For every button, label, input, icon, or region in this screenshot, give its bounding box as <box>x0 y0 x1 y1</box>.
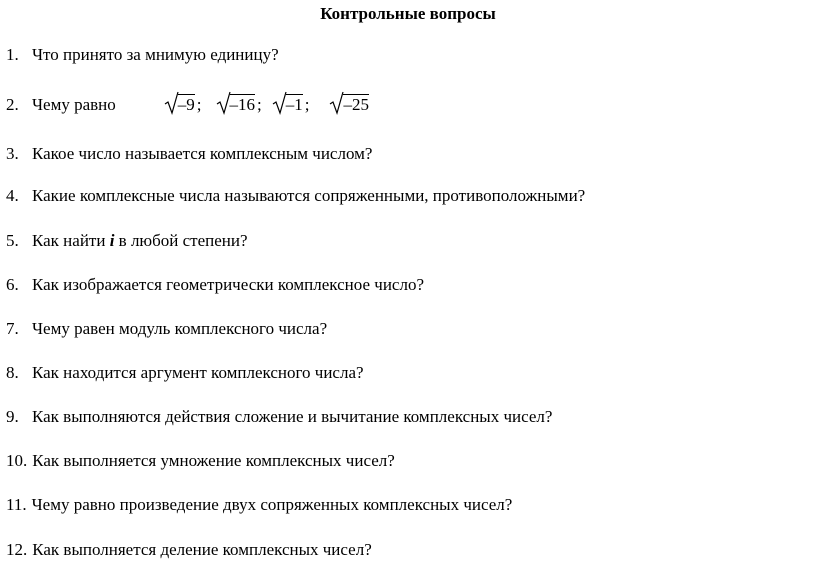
separator: ; <box>196 95 202 114</box>
question-text: Как изображается геометрически комплексное число? <box>32 275 425 294</box>
question-number: 4. <box>6 186 19 205</box>
question-text: Чему равно произведение двух сопряженных комплексных чисел? <box>31 495 513 514</box>
question-7 <box>6 318 327 340</box>
question-number: 12. <box>6 540 28 559</box>
question-number: 3. <box>6 144 19 163</box>
question-text: Как выполняются действия сложение и вычитание комплексных чисел? <box>32 407 553 426</box>
radical-minus-25 <box>329 94 369 116</box>
question-number: 7. <box>6 319 19 338</box>
radicand: –1 <box>285 95 303 114</box>
question-number: 10. <box>6 451 28 470</box>
question-3 <box>6 143 372 165</box>
separator: ; <box>257 95 262 114</box>
sqrt-sign-icon <box>164 91 179 115</box>
question-1 <box>6 44 279 66</box>
question-5 <box>6 230 248 252</box>
separator: ; <box>304 95 310 114</box>
question-number: 5. <box>6 231 19 250</box>
question-number: 11. <box>6 495 27 514</box>
radical-minus-16 <box>216 94 256 116</box>
question-text: Как выполняется деление комплексных чисел? <box>32 540 372 559</box>
question-11 <box>6 494 512 516</box>
question-4 <box>6 185 585 207</box>
radical-minus-9 <box>164 94 195 116</box>
radicand: –9 <box>177 95 195 114</box>
question-number: 1. <box>6 45 19 64</box>
question-6 <box>6 274 424 296</box>
question-text: Что принято за мнимую единицу? <box>32 45 279 64</box>
question-text: Как выполняется умножение комплексных чисел? <box>32 451 395 470</box>
question-text: Как находится аргумент комплексного числа? <box>32 363 364 382</box>
question-text-before: Как найти <box>32 231 110 250</box>
question-number: 2. <box>6 95 19 114</box>
question-text: Чему равен модуль комплексного числа? <box>32 319 328 338</box>
question-text: Чему равно <box>32 95 116 114</box>
question-text: Какое число называется комплексным числом? <box>32 144 373 163</box>
radical-minus-1 <box>272 94 303 116</box>
sqrt-sign-icon <box>216 91 231 115</box>
question-8 <box>6 362 364 384</box>
sqrt-sign-icon <box>329 91 344 115</box>
radicand: –16 <box>229 95 256 114</box>
question-number: 9. <box>6 407 19 426</box>
question-text: Какие комплексные числа называются сопряженными, противоположными? <box>32 186 586 205</box>
page-title: Контрольные вопросы <box>320 4 496 23</box>
radicand: –25 <box>343 95 369 114</box>
question-10 <box>6 450 395 472</box>
question-number: 8. <box>6 363 19 382</box>
sqrt-sign-icon <box>272 91 287 115</box>
question-2 <box>6 94 371 116</box>
question-12 <box>6 539 372 561</box>
question-number: 6. <box>6 275 19 294</box>
question-9 <box>6 406 552 428</box>
question-text-after: в любой степени? <box>114 231 248 250</box>
imaginary-unit-i: i <box>109 231 115 250</box>
